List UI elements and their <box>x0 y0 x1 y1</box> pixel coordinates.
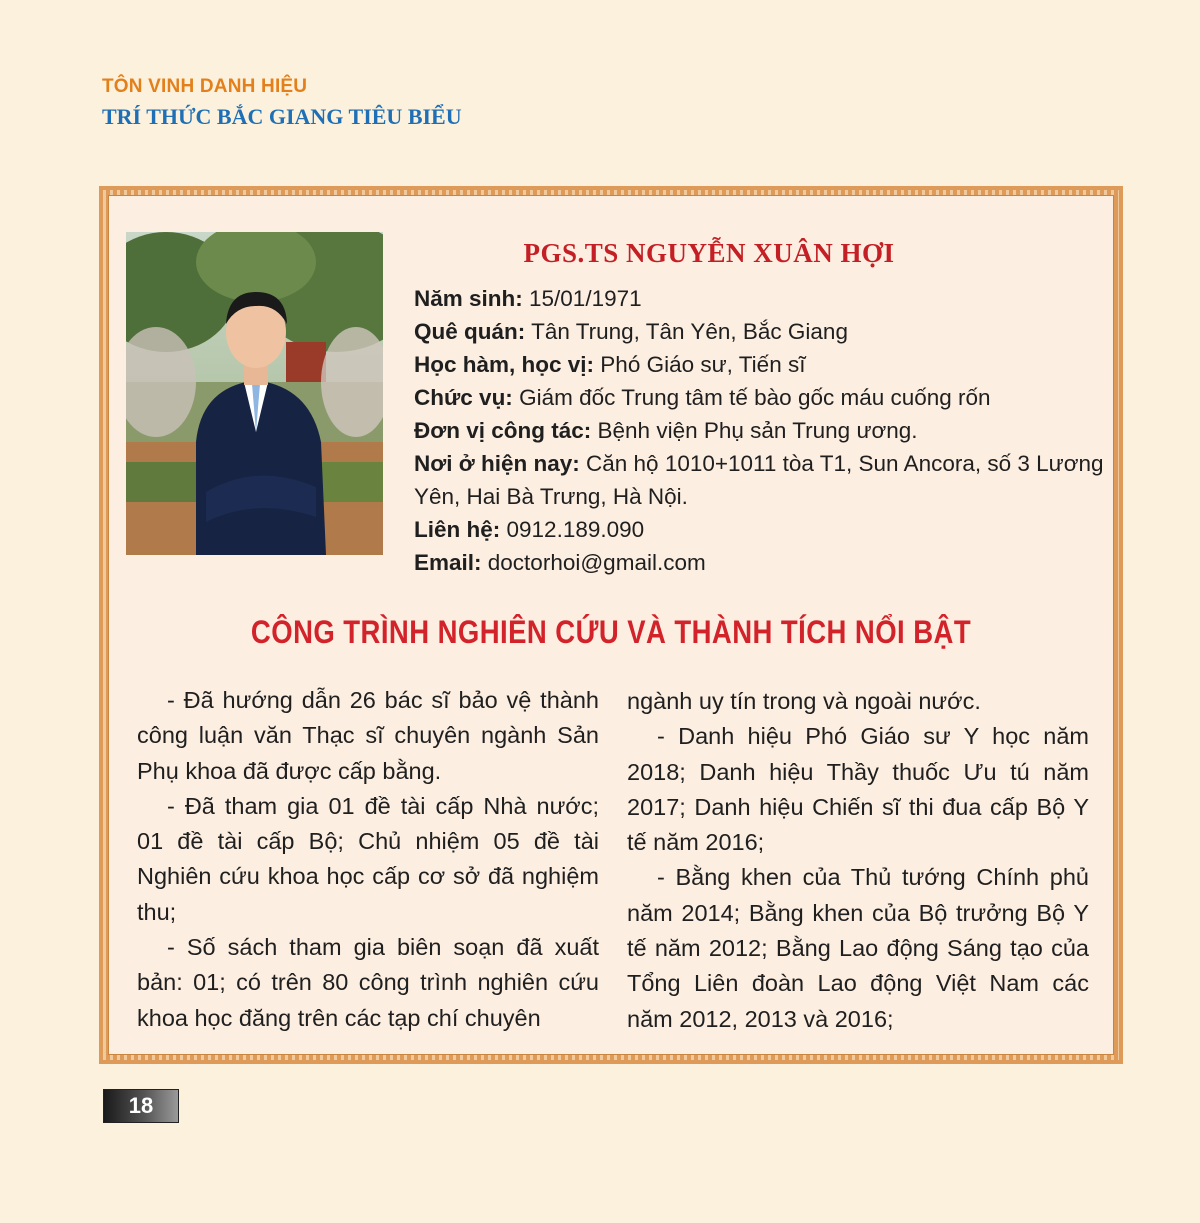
info-label: Email: <box>414 550 482 575</box>
info-birth-year <box>414 282 1114 315</box>
paragraph: - Đã tham gia 01 đề tài cấp Nhà nước; 01 đề tài cấp Bộ; Chủ nhiệm 05 đề tài Nghiên cứu khoa học cấp cơ sở đã nghiệm thu; <box>137 792 599 925</box>
info-value: 0912.189.090 <box>500 517 645 542</box>
info-value: Tân Trung, Tân Yên, Bắc Giang <box>525 319 848 344</box>
info-label: Năm sinh: <box>414 286 523 311</box>
paragraph: - Danh hiệu Phó Giáo sư Y học năm 2018; Danh hiệu Thầy thuốc Ưu tú năm 2017; Danh hiệu Chiến sĩ thi đua cấp Bộ Y tế năm 2016; <box>627 723 1089 856</box>
section-title: CÔNG TRÌNH NGHIÊN CỨU VÀ THÀNH TÍCH NỔI BẬT <box>250 614 972 650</box>
info-value: Phó Giáo sư, Tiến sĩ <box>594 352 806 377</box>
portrait-photo <box>126 232 383 555</box>
info-workplace <box>414 414 1114 447</box>
header-line-2: TRÍ THỨC BẮC GIANG TIÊU BIỂU <box>102 104 462 129</box>
page-number-badge <box>103 1089 179 1123</box>
info-email <box>414 546 1114 579</box>
info-value: Bệnh viện Phụ sản Trung ương. <box>591 418 918 443</box>
header-line-1: TÔN VINH DANH HIỆU <box>102 76 308 97</box>
info-address <box>414 447 1104 513</box>
person-name: PGS.TS NGUYỄN XUÂN HỢI <box>523 238 895 268</box>
info-value: Giám đốc Trung tâm tế bào gốc máu cuống rốn <box>512 385 991 410</box>
info-value: doctorhoi@gmail.com <box>481 550 706 575</box>
paragraph: - Đã hướng dẫn 26 bác sĩ bảo vệ thành công luận văn Thạc sĩ chuyên ngành Sản Phụ khoa đã được cấp bằng. <box>137 687 599 784</box>
info-position <box>414 381 1114 414</box>
profile-panel <box>108 195 1114 1055</box>
info-label: Đơn vị công tác: <box>414 418 592 443</box>
info-label: Liên hệ: <box>414 517 501 542</box>
right-column <box>627 684 1089 1037</box>
info-label: Nơi ở hiện nay: <box>414 451 580 476</box>
page-number: 18 <box>128 1093 154 1118</box>
info-academic-title <box>414 348 1114 381</box>
info-label: Quê quán: <box>414 319 526 344</box>
info-hometown <box>414 315 1114 348</box>
paragraph-continuation: ngành uy tín trong và ngoài nước. <box>627 688 981 714</box>
info-label: Học hàm, học vị: <box>414 352 595 377</box>
portrait-illustration <box>126 232 383 555</box>
info-label: Chức vụ: <box>414 385 513 410</box>
info-value: Căn hộ 1010+1011 tòa T1, Sun Ancora, số 3 Lương Yên, Hai Bà Trưng, Hà Nội. <box>414 451 1104 509</box>
page-header <box>102 74 462 132</box>
info-phone <box>414 513 1114 546</box>
profile-info <box>414 282 1114 579</box>
profile-frame <box>99 186 1123 1064</box>
paragraph: - Số sách tham gia biên soạn đã xuất bản: 01; có trên 80 công trình nghiên cứu khoa học đăng trên các tạp chí chuyên <box>137 934 599 1031</box>
left-column <box>137 683 599 1036</box>
paragraph: - Bằng khen của Thủ tướng Chính phủ năm 2014; Bằng khen của Bộ trưởng Bộ Y tế năm 2012; Bằng Lao động Sáng tạo của Tổng Liên đoàn Lao động Việt Nam các năm 2012, 2013 và 2016; <box>627 864 1089 1032</box>
frame-pattern <box>103 190 1119 1060</box>
info-value: 15/01/1971 <box>522 286 642 311</box>
